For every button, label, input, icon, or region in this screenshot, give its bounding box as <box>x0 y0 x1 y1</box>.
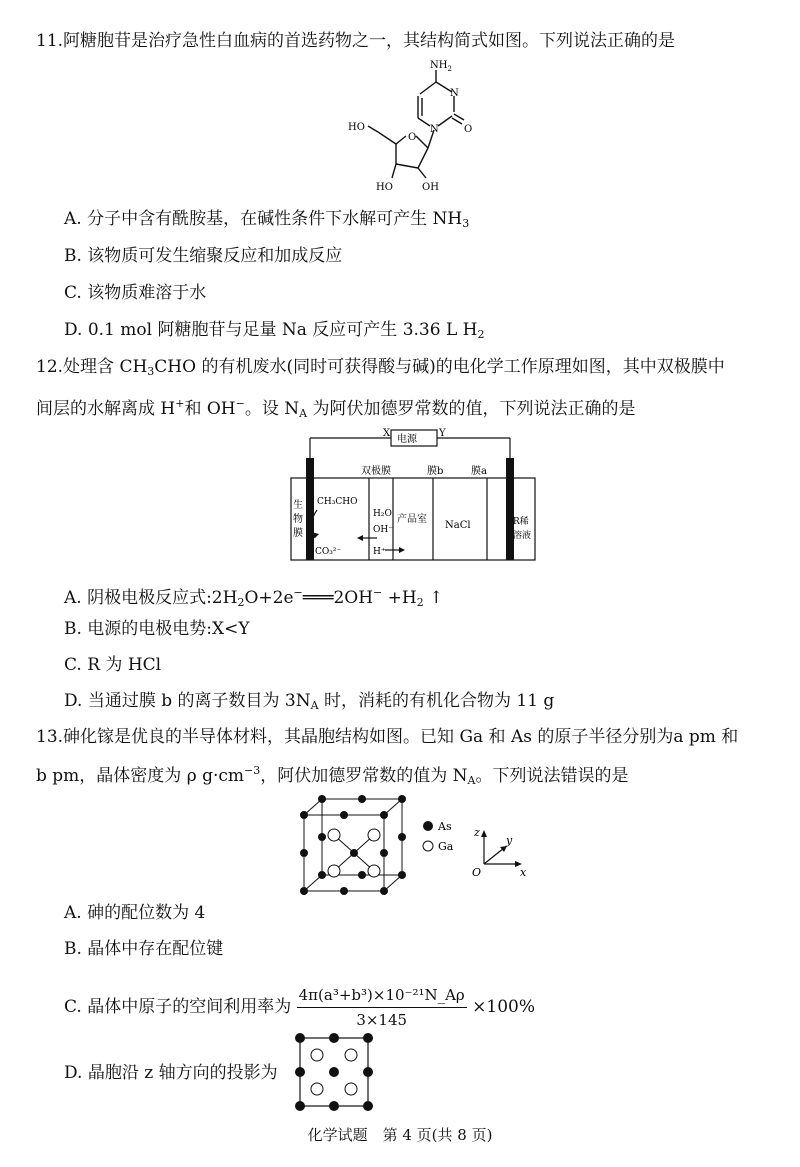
q11-option-a[interactable]: A. 分子中含有酰胺基，在碱性条件下水解可产生 $NH_3$ <box>64 209 470 230</box>
q13-stem-line2: b pm，晶体密度为 ρ $g\cdot cm^{-3}$，阿伏加德罗常数的值为 $N_A$。下列说法错误的是 <box>36 764 629 787</box>
electrolysis-diagram <box>285 428 545 568</box>
q11-option-c[interactable]: C. 该物质难溶于水 <box>64 283 207 303</box>
q11-stem: 11.阿糖胞苷是治疗急性白血病的首选药物之一，其结构简式如图。下列说法正确的是 <box>36 31 676 51</box>
legend-ga: Ga <box>438 840 454 853</box>
coordinate-axes <box>470 822 530 880</box>
co3-label: CO₃²⁻ <box>315 547 342 557</box>
axis-x: x <box>520 866 527 879</box>
r-solution-label-2: 溶液 <box>513 531 532 541</box>
gaas-unit-cell <box>298 795 410 895</box>
q12-option-a[interactable]: A. 阴极电极反应式$:2H_2O+2e^-═══2OH^- +H_2$ ↑ <box>64 586 444 609</box>
cell-legend <box>420 818 470 858</box>
q12-option-b[interactable]: B. 电源的电极电势:X<Y <box>64 619 250 639</box>
o-ring-label: O <box>408 132 417 143</box>
q13-option-a[interactable]: A. 砷的配位数为 4 <box>64 903 206 923</box>
q12-option-c[interactable]: C. R 为 HCl <box>64 655 162 675</box>
q12-stem-line2: 间层的水解离成 H+和 OH−。设 $N_A$ 为阿伏加德罗常数的值，下列说法正确的是 <box>36 397 636 420</box>
axis-origin: O <box>472 866 482 879</box>
power-label: 电源 <box>397 434 417 445</box>
right-electrode <box>506 458 514 560</box>
r-solution-label-1: R稀 <box>513 517 529 527</box>
q13-stem-line1: 13.砷化镓是优良的半导体材料，其晶胞结构如图。已知 Ga 和 As 的原子半径分别为a pm 和 <box>36 727 739 747</box>
h2o-label: H₂O <box>373 509 392 519</box>
q12-stem-line1: 12.处理含 $CH_3CHO$ 的有机废水(同时可获得酸与碱)的电化学工作原理如图，其中双极膜中 <box>36 357 725 378</box>
q13-option-b[interactable]: B. 晶体中存在配位键 <box>64 939 224 959</box>
h-ion-label: H⁺ <box>373 547 386 557</box>
q11-option-d[interactable]: D. 0.1 mol 阿糖胞苷与足量 Na 反应可产生 3.36 L $H_2$ <box>64 320 485 341</box>
bio-label-1: 生 <box>293 500 303 511</box>
cytarabine-structure <box>340 60 500 200</box>
q12-option-d[interactable]: D. 当通过膜 b 的离子数目为 $3N_A$ 时，消耗的有机化合物为 11 g <box>64 691 555 712</box>
q11-option-b[interactable]: B. 该物质可发生缩聚反应和加成反应 <box>64 246 343 266</box>
product-room-label: 产品室 <box>397 514 427 525</box>
axis-z: z <box>474 826 480 839</box>
utilization-fraction: $\frac{\text{4π(a³+b³)×10⁻²¹N\_Aρ}}{3\times 145}$ <box>298 986 465 1029</box>
legend-as: As <box>438 820 452 833</box>
ch3cho-label: CH₃CHO <box>317 497 358 507</box>
oh-ion-label: OH⁻ <box>373 525 393 535</box>
page-footer: 化学试题 第 4 页(共 8 页) <box>307 1126 493 1144</box>
axis-y: y <box>506 834 513 847</box>
z-projection-figure <box>292 1030 376 1114</box>
bio-label-2: 物 <box>293 514 303 525</box>
q13-option-c[interactable]: C. 晶体中原子的空间利用率为 $\frac{\text{4π(a³+b³)×10⁻²¹N\_Aρ}}{3\times 145}$ ×100% <box>64 986 536 1029</box>
n-top-label: N <box>450 88 459 99</box>
membrane-b-label: 膜b <box>427 466 444 477</box>
bio-label-3: 膜 <box>293 528 303 539</box>
y-terminal: Y <box>439 428 446 439</box>
o-carbonyl-label: O <box>464 124 473 135</box>
n-bottom-label: N <box>430 124 439 135</box>
nacl-label: NaCl <box>445 520 471 531</box>
left-electrode <box>306 458 314 560</box>
nh2-label: $NH_2$ <box>430 60 452 73</box>
ho-label-2: HO <box>376 182 393 193</box>
q13-option-d[interactable]: D. 晶胞沿 z 轴方向的投影为 <box>64 1063 278 1083</box>
bipolar-membrane-label: 双极膜 <box>361 466 391 477</box>
oh-label: OH <box>422 182 439 193</box>
membrane-a-label: 膜a <box>471 466 487 477</box>
ho-label-1: HO <box>348 122 365 133</box>
x-terminal: X <box>383 428 391 439</box>
